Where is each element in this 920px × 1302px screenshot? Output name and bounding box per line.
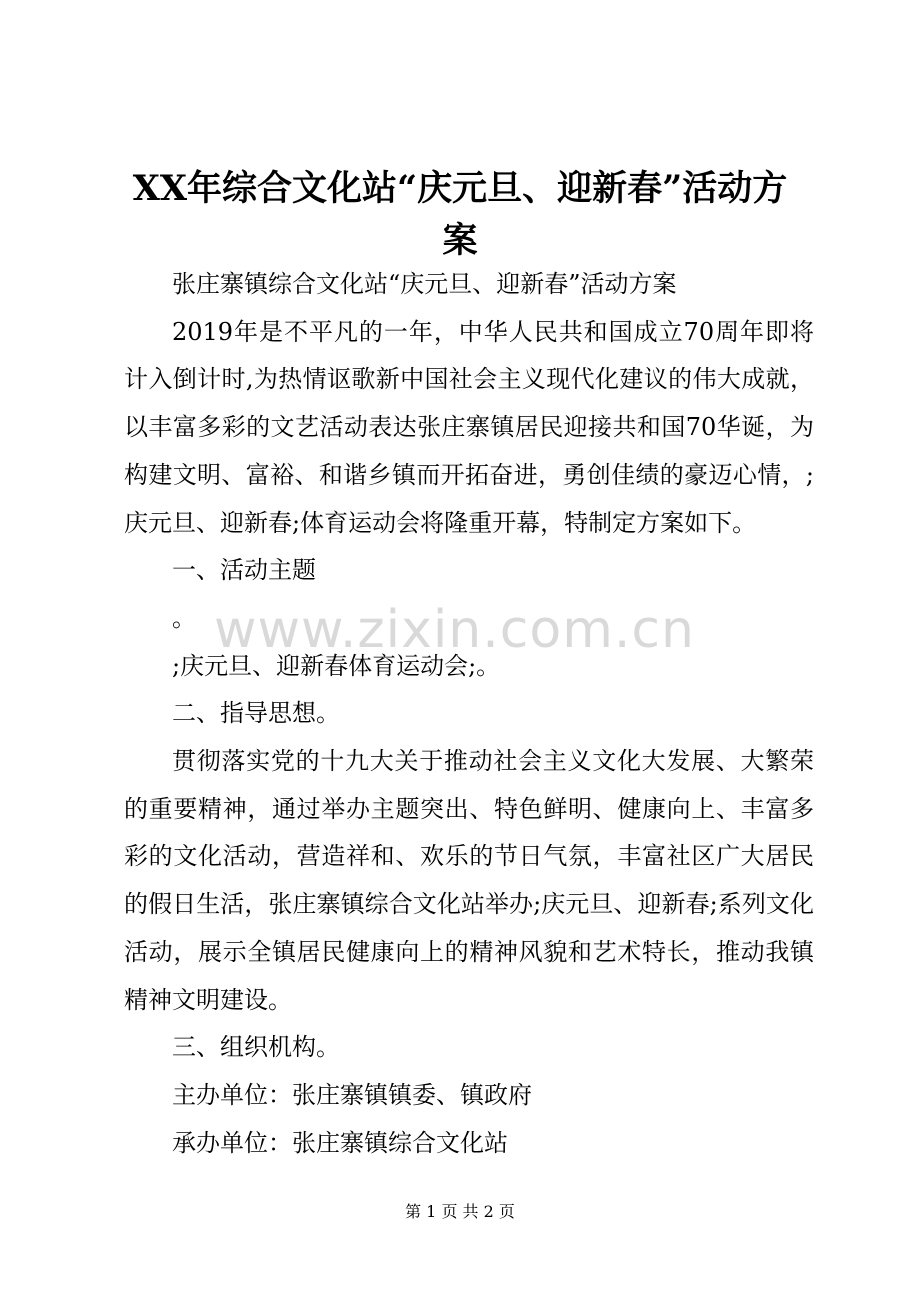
paragraph-intro: 2019年是不平凡的一年，中华人民共和国成立70周年即将计入倒计时,为热情讴歌新中国社会主义现代化建议的伟大成就，以丰富多彩的文艺活动表达张庄寨镇居民迎接共和国70华诞，为构建文明、富裕、和谐乡镇而开拓奋进，勇创佳绩的豪迈心情，;庆元旦、迎新春;体育运动会将隆重开幕，特制定方案如下。 [124, 317, 814, 537]
section-heading-guiding: 二、指导思想。 [172, 699, 340, 728]
paragraph-theme-name: ;庆元旦、迎新春体育运动会;。 [172, 651, 501, 680]
paragraph-guiding-thought: 贯彻落实党的十九大关于推动社会主义文化大发展、大繁荣的重要精神，通过举办主题突出、特色鲜明、健康向上、丰富多彩的文化活动，营造祥和、欢乐的节日气氛，丰富社区广大居民的假日生活，张庄寨镇综合文化站举办;庆元旦、迎新春;系列文化活动，展示全镇居民健康向上的精神风貌和艺术特长，推动我镇精神文明建设。 [124, 747, 814, 1014]
paragraph-organizer: 承办单位：张庄寨镇综合文化站 [172, 1128, 508, 1157]
paragraph-host: 主办单位：张庄寨镇镇委、镇政府 [172, 1080, 532, 1109]
section-heading-organization: 三、组织机构。 [172, 1033, 340, 1062]
document-title: XX年综合文化站“庆元旦、迎新春”活动方案 [132, 168, 788, 261]
watermark: www.zixin.com.cn [214, 600, 695, 660]
document-body [124, 261, 814, 1167]
page-footer: 第 1 页 共 2 页 [405, 1202, 515, 1221]
paragraph-subtitle: 张庄寨镇综合文化站“庆元旦、迎新春”活动方案 [172, 270, 677, 298]
paragraph-period: 。 [172, 603, 196, 632]
section-heading-theme: 一、活动主题 [172, 556, 316, 585]
